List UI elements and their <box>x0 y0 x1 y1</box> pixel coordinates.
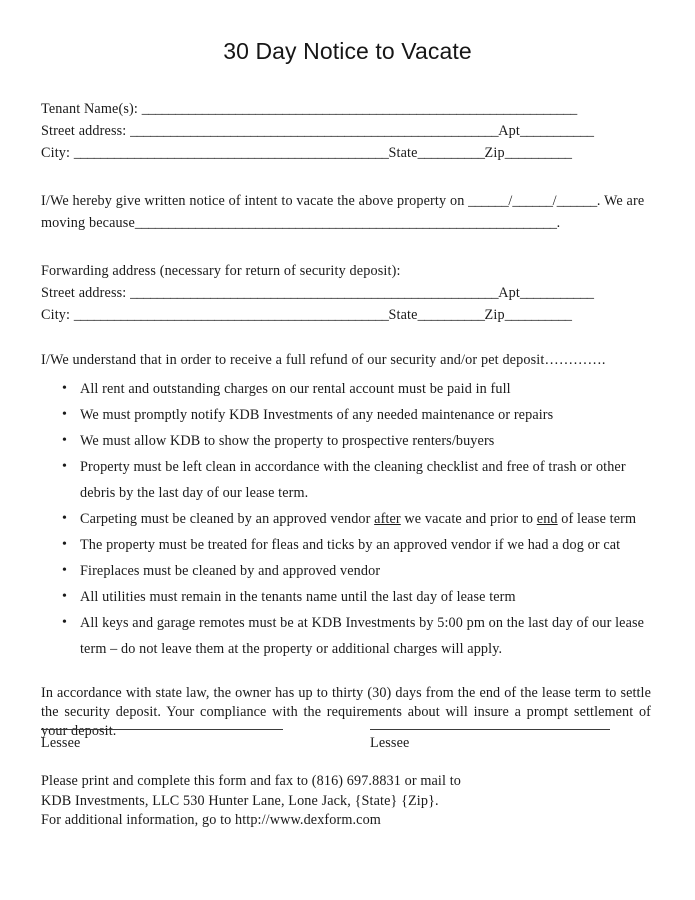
spacer <box>41 662 656 684</box>
tenant-apt-input[interactable]: ___________ <box>519 123 594 139</box>
carpeting-text-part-1: Carpeting must be cleaned by an approved vendor <box>80 511 375 527</box>
list-item <box>41 610 651 662</box>
list-item <box>41 454 651 506</box>
tenant-zip-label: Zip <box>484 145 505 161</box>
notice-text-before: I/We hereby give written notice of intent to vacate the above property on <box>41 193 469 209</box>
tenant-street-label: Street address: <box>41 123 131 139</box>
tenant-apt-label: Apt <box>498 123 520 139</box>
tenant-city-field-row <box>41 142 656 164</box>
notice-line-1 <box>41 190 656 212</box>
forwarding-address-section <box>41 260 656 326</box>
forwarding-zip-input[interactable]: __________ <box>504 307 572 323</box>
document-body <box>41 98 656 741</box>
tenant-name-field-row <box>41 98 656 120</box>
bullet-icon: • <box>62 563 68 578</box>
bullet-icon: • <box>62 537 68 552</box>
moving-because-input[interactable]: _______________________________________________________________ <box>134 215 557 231</box>
list-item-text: All keys and garage remotes must be at KDB Investments by 5:00 pm on the last day of our lease term – do not leave them at the property or additional charges will apply. <box>80 615 645 657</box>
list-item-carpeting <box>41 506 651 532</box>
forwarding-city-field-row <box>41 304 656 326</box>
footer-line-fax: Please print and complete this form and fax to (816) 697.8831 or mail to <box>41 773 461 789</box>
date-separator-1: / <box>508 193 513 209</box>
signature-line-right[interactable] <box>370 716 610 730</box>
terms-section <box>41 348 656 662</box>
forwarding-street-input[interactable]: _______________________________________________________ <box>130 285 499 301</box>
carpeting-text-part-2: we vacate and prior to <box>400 511 537 527</box>
carpeting-text-part-3: of lease term <box>557 511 637 527</box>
forwarding-city-label: City: <box>41 307 74 323</box>
list-item <box>41 428 651 454</box>
list-item <box>41 376 651 402</box>
tenant-state-input[interactable]: __________ <box>417 145 485 161</box>
bullet-icon: • <box>62 433 68 448</box>
list-item-text: Property must be left clean in accordance with the cleaning checklist and free of trash or other debris by the last day of our lease term. <box>80 459 626 501</box>
tenant-city-label: City: <box>41 145 74 161</box>
vacate-date-year-input[interactable]: ______ <box>556 193 597 209</box>
signature-label-left: Lessee <box>41 735 81 751</box>
footer-line-website: For additional information, go to http://www.dexform.com <box>41 812 381 828</box>
forwarding-apt-input[interactable]: ___________ <box>519 285 594 301</box>
page-title: 30 Day Notice to Vacate <box>223 38 472 64</box>
forwarding-state-input[interactable]: __________ <box>417 307 485 323</box>
signature-block-left <box>41 716 283 753</box>
bullet-icon: • <box>62 381 68 396</box>
spacer <box>41 164 656 190</box>
spacer <box>41 234 656 260</box>
list-item-text: We must promptly notify KDB Investments of any needed maintenance or repairs <box>80 407 554 423</box>
tenant-name-label: Tenant Name(s): <box>41 101 142 117</box>
list-item <box>41 558 651 584</box>
forwarding-street-field-row <box>41 282 656 304</box>
forwarding-state-label: State <box>388 307 418 323</box>
signature-block-right <box>370 716 610 753</box>
bullet-icon: • <box>62 589 68 604</box>
terms-lead-text: I/We understand that in order to receive a full refund of our security and/or pet deposit…………. <box>41 352 606 368</box>
terms-list <box>41 376 656 662</box>
list-item <box>41 584 651 610</box>
tenant-city-input[interactable]: _______________________________________________ <box>73 145 389 161</box>
forwarding-apt-label: Apt <box>498 285 520 301</box>
carpeting-emphasis-end: end <box>536 511 558 527</box>
spacer <box>41 326 656 348</box>
notice-text-after: . We are <box>596 193 645 209</box>
forwarding-heading: Forwarding address (necessary for return of security deposit): <box>41 263 401 279</box>
footer-instructions <box>41 772 656 831</box>
moving-because-period: . <box>556 215 561 231</box>
carpeting-emphasis-after: after <box>374 511 401 527</box>
vacate-date-day-input[interactable]: ______ <box>512 193 553 209</box>
forwarding-zip-label: Zip <box>484 307 505 323</box>
vacate-date-month-input[interactable]: ______ <box>468 193 509 209</box>
list-item-text: The property must be treated for fleas and ticks by an approved vendor if we had a dog or cat <box>80 537 621 553</box>
list-item-text: All rent and outstanding charges on our rental account must be paid in full <box>80 381 511 397</box>
closing-paragraph: In accordance with state law, the owner has up to thirty (30) days from the end of the lease term to settle the security deposit. Your compliance with the requirements about will insure a prompt settlement of your deposit. <box>41 685 651 739</box>
tenant-name-input[interactable]: _________________________________________________________________ <box>141 101 577 117</box>
list-item <box>41 532 651 558</box>
notice-line-2 <box>41 212 656 234</box>
bullet-icon: • <box>62 615 68 630</box>
list-item-text: Fireplaces must be cleaned by and approved vendor <box>80 563 381 579</box>
moving-because-label: moving because <box>41 215 135 231</box>
list-item-text: All utilities must remain in the tenants name until the last day of lease term <box>80 589 516 605</box>
tenant-state-label: State <box>388 145 418 161</box>
forwarding-city-input[interactable]: _______________________________________________ <box>73 307 389 323</box>
footer-line-address: KDB Investments, LLC 530 Hunter Lane, Lone Jack, {State} {Zip}. <box>41 792 439 809</box>
signature-line-left[interactable] <box>41 716 283 730</box>
date-separator-2: / <box>552 193 557 209</box>
list-item-text: We must allow KDB to show the property to prospective renters/buyers <box>80 433 495 449</box>
tenant-street-input[interactable]: _______________________________________________________ <box>130 123 499 139</box>
tenant-street-field-row <box>41 120 656 142</box>
tenant-info-section <box>41 98 656 164</box>
signature-label-right: Lessee <box>370 735 410 751</box>
list-item <box>41 402 651 428</box>
tenant-zip-input[interactable]: __________ <box>504 145 572 161</box>
bullet-icon: • <box>62 407 68 422</box>
bullet-icon: • <box>62 511 68 526</box>
bullet-icon: • <box>62 459 68 474</box>
forwarding-street-label: Street address: <box>41 285 131 301</box>
notice-of-intent-section <box>41 190 656 234</box>
